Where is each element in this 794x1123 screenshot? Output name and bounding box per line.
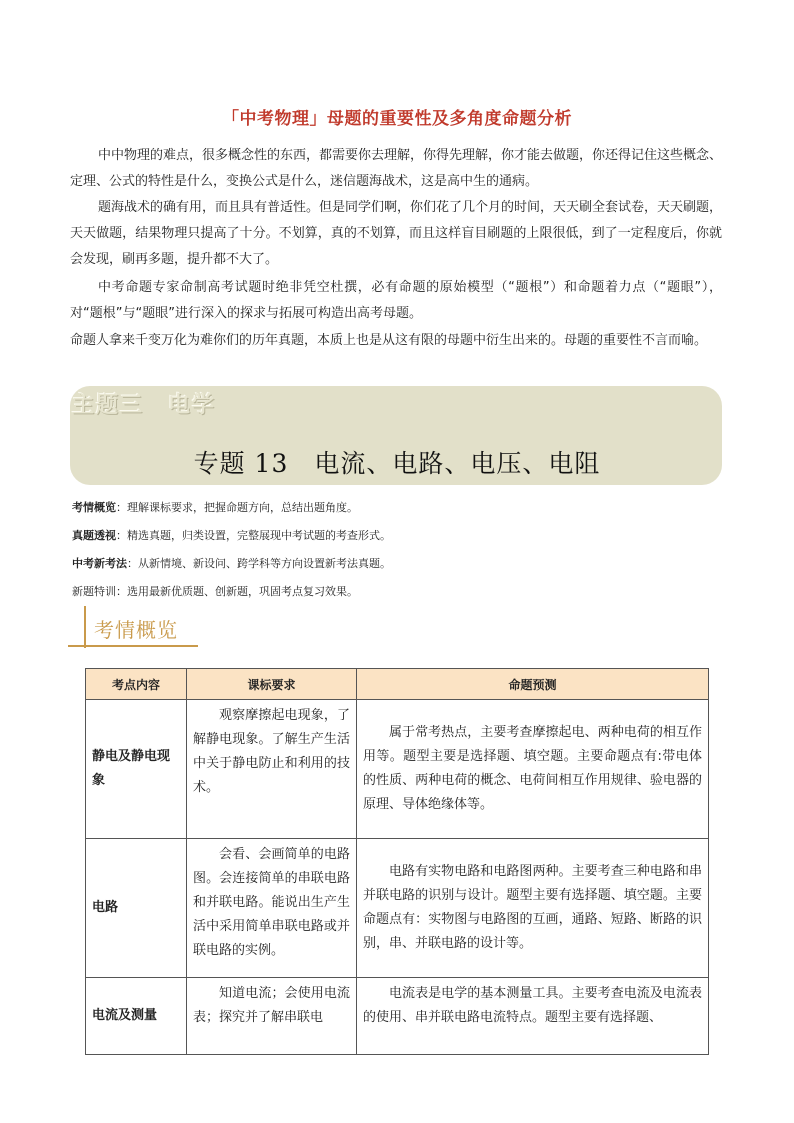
- intro-paragraph-1: 中中物理的难点，很多概念性的东西，都需要你去理解，你得先理解，你才能去做题，你还得记住这些概念、定理、公式的特性是什么，变换公式是什么，迷信题海战术，这是高中生的通病。: [70, 148, 723, 189]
- section-divider-vertical: [84, 606, 86, 648]
- page-title: 「中考物理」母题的重要性及多角度命题分析: [222, 109, 572, 129]
- prediction-cell: 电流表是电学的基本测量工具。主要考查电流及电流表的使用、串并联电路电流特点。题型主要有选择题、: [357, 978, 709, 1055]
- banner-theme: 主题三 电学: [72, 393, 217, 418]
- requirement-cell: 观察摩擦起电现象，了解静电现象。了解生产生活中关于静电防止和利用的技术。: [187, 700, 357, 839]
- exam-topics-table: [85, 668, 709, 1055]
- requirement-cell: 知道电流；会使用电流表；探究并了解串联电: [187, 978, 357, 1055]
- guide-text: ：选用最新优质题、创新题，巩固考点复习效果。: [116, 585, 358, 598]
- table-row: [86, 700, 709, 839]
- guide-text: ：精选真题，归类设置，完整展现中考试题的考查形式。: [116, 529, 391, 542]
- guide-line-real-questions: [72, 527, 391, 543]
- header-requirement: 课标要求: [187, 669, 357, 700]
- topic-cell: 电流及测量: [86, 978, 187, 1055]
- intro-paragraph-4: 命题人拿来千变万化为难你们的历年真题，本质上也是从这有限的母题中衍生出来的。母题的重要性不言而喻。: [70, 333, 708, 348]
- topic-cell: 静电及静电现象: [86, 700, 187, 839]
- guide-label: 考情概览: [72, 501, 116, 514]
- header-prediction: 命题预测: [357, 669, 709, 700]
- table-row: [86, 978, 709, 1055]
- intro-paragraph-2: 题海战术的确有用，而且具有普适性。但是同学们啊，你们花了几个月的时间，天天刷全套试卷，天天刷题，天天做题，结果物理只提高了十分。不划算，真的不划算，而且这样盲目刷题的上限很低，到了一定程度后，你就会发现，刷再多题，提升都不大了。: [70, 200, 723, 267]
- section-divider-horizontal: [68, 645, 198, 647]
- banner-title: 专题 13 电流、电路、电压、电阻: [193, 449, 601, 478]
- guide-text: ：从新情境、新设问、跨学科等方向设置新考法真题。: [127, 557, 391, 570]
- topic-cell: 电路: [86, 839, 187, 978]
- guide-text: ：理解课标要求，把握命题方向，总结出题角度。: [116, 501, 358, 514]
- guide-label: 新题特训: [72, 585, 116, 598]
- prediction-cell: 电路有实物电路和电路图两种。主要考查三种电路和串并联电路的识别与设计。题型主要有选择题、填空题。主要命题点有：实物图与电路图的互画，通路、短路、断路的识别，串、并联电路的设计等。: [357, 839, 709, 978]
- section-heading: 考情概览: [94, 618, 178, 642]
- requirement-cell: 会看、会画简单的电路图。会连接简单的串联电路和并联电路。能说出生产生活中采用简单串联电路或并联电路的实例。: [187, 839, 357, 978]
- header-topic: 考点内容: [86, 669, 187, 700]
- table-header-row: [86, 669, 709, 700]
- intro-paragraph-3: 中考命题专家命制高考试题时绝非凭空杜撰，必有命题的原始模型（“题根”）和命题着力点（“题眼”），对“题根”与“题眼”进行深入的探求与拓展可构造出高考母题。: [70, 280, 722, 321]
- prediction-cell: 属于常考热点，主要考查摩擦起电、两种电荷的相互作用等。题型主要是选择题、填空题。主要命题点有:带电体的性质、两种电荷的概念、电荷间相互作用规律、验电器的原理、导体绝缘体等。: [357, 700, 709, 839]
- guide-line-new-methods: [72, 555, 391, 571]
- table-row: [86, 839, 709, 978]
- guide-label: 中考新考法: [72, 557, 127, 570]
- guide-label: 真题透视: [72, 529, 116, 542]
- guide-line-new-training: [72, 583, 358, 599]
- guide-line-overview: [72, 499, 358, 515]
